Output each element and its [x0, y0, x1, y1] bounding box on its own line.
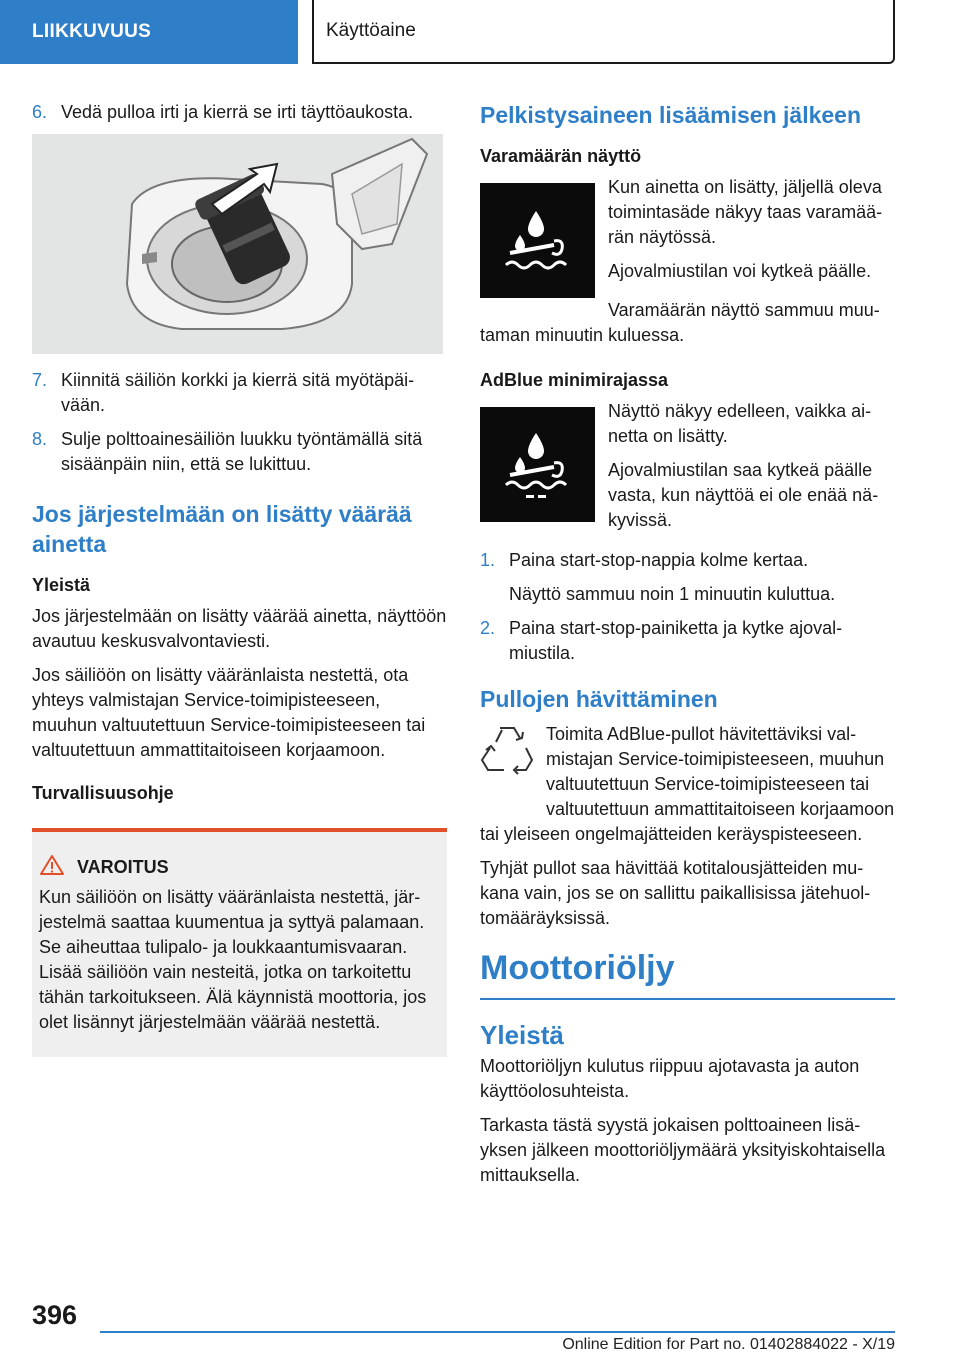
footer-rule — [100, 1331, 895, 1333]
reserve-paragraph-2: Ajovalmiustilan voi kytkeä päälle. — [608, 261, 872, 281]
minimum-paragraph-2: Ajovalmiustilan saa kytkeä päälle vasta, kun näyttöä ei ole enää näkyvissä. — [608, 460, 879, 530]
warning-text: Kun säiliöön on lisätty vääränlaista nestettä, järjestelmä saattaa kuumentua ja syttyä palamaan. Se aiheuttaa tulipalo- ja loukkaantumisvaaran. Lisää säiliöön vain nesteitä, jotka on tarkoitettu tähän tarkoitukseen. Älä käynnistä moottoria, jos olet lisännyt järjestelmään väärää nestettä. — [39, 887, 427, 1032]
right-step-2 — [480, 616, 895, 666]
fuel-filler-photo — [32, 134, 443, 354]
minimum-display-row — [480, 399, 895, 542]
minimum-paragraph-1: Näyttö näkyy edelleen, vaikka ainetta on lisätty. — [608, 401, 872, 446]
step-text: Paina start-stop-nappia kolme kertaa. — [509, 550, 809, 570]
step-7 — [32, 368, 447, 418]
step-text: Vedä pulloa irti ja kierrä se irti täyttöaukosta. — [61, 102, 414, 122]
adblue-reserve-display-icon — [480, 183, 595, 298]
disposal-block — [480, 722, 895, 847]
general-paragraph-2: Jos säiliöön on lisätty vääränlaista nestettä, ota yhteys valmistajan Service-toimipisteeseen, muuhun valtuutettuun Service-toimipisteeseen tai valtuutettuun ammattitaitoiseen korjaamoon. — [32, 665, 426, 760]
general-heading: Yleistä — [32, 575, 91, 595]
oil-paragraph-2: Tarkasta tästä syystä jokaisen polttoaineen lisäyksen jälkeen moottoriöljymäärä yksityiskohtaisella mittauksella. — [480, 1115, 886, 1185]
edition-note: Online Edition for Part no. 01402884022 - X/19 — [562, 1336, 895, 1353]
wrong-fluid-heading: Jos järjestelmään on lisätty väärää ainetta — [32, 501, 412, 557]
chapter-title — [312, 0, 895, 64]
step-number: 6. — [32, 102, 48, 122]
step-1-note: Näyttö sammuu noin 1 minuutin kuluttua. — [509, 584, 836, 604]
step-number: 2. — [480, 618, 496, 638]
safety-heading: Turvallisuusohje — [32, 783, 174, 803]
section-label: LIIKKUVUUS — [32, 21, 152, 42]
warning-title — [39, 854, 437, 881]
engine-oil-title: Moottoriöljy — [480, 949, 895, 1000]
chapter-title-label: Käyttöaine — [326, 20, 416, 41]
oil-paragraph-1: Moottoriöljyn kulutus riippuu ajotavasta ja auton käyttöolosuhteista. — [480, 1056, 860, 1101]
step-6 — [32, 100, 447, 125]
warning-box — [32, 828, 447, 1057]
reserve-heading: Varamäärän näyttö — [480, 146, 642, 166]
right-column — [480, 100, 895, 1197]
minimum-heading: AdBlue minimirajassa — [480, 370, 669, 390]
step-text: Paina start-stop-painiketta ja kytke ajovalmiustila. — [509, 618, 843, 663]
disposal-heading: Pullojen hävittäminen — [480, 686, 718, 712]
right-step-1 — [480, 548, 895, 573]
reserve-paragraph-3: Varamäärän näyttö sammuu muutaman minuutin kuluessa. — [480, 300, 880, 345]
step-number: 7. — [32, 370, 48, 390]
step-number: 8. — [32, 429, 48, 449]
left-column — [32, 100, 447, 1057]
disposal-paragraph-2: Tyhjät pullot saa hävittää kotitalousjätteiden mukana vain, jos se on sallittu paikallisissa jätehuoltomääräyksissä. — [480, 858, 871, 928]
step-text: Sulje polttoainesäiliön luukku työntämällä sitä sisäänpäin niin, että se lukittuu. — [61, 429, 423, 474]
step-text: Kiinnitä säiliön korkki ja kierrä sitä myötäpäivään. — [61, 370, 415, 415]
oil-general-heading: Yleistä — [480, 1020, 564, 1050]
page-number: 396 — [32, 1300, 78, 1330]
step-8 — [32, 427, 447, 477]
section-tab — [0, 0, 298, 64]
warning-label: VAROITUS — [77, 857, 169, 877]
reserve-paragraph-1: Kun ainetta on lisätty, jäljellä oleva toimintasäde näkyy taas varamäärän näytössä. — [608, 177, 883, 247]
general-paragraph-1: Jos järjestelmään on lisätty väärää ainetta, näyttöön avautuu keskusvalvontaviesti. — [32, 606, 447, 651]
warning-triangle-icon — [39, 854, 65, 881]
recycle-icon — [480, 722, 536, 802]
step-number: 1. — [480, 550, 496, 570]
disposal-paragraph-1: Toimita AdBlue-pullot hävitettäviksi valmistajan Service-toimipisteeseen, muuhun valtuutettuun Service-toimipisteeseen tai valtuutettuun ammattitaitoiseen korjaamoon tai yleiseen ongelmajätteiden keräyspisteeseen. — [480, 724, 895, 844]
after-refill-heading: Pelkistysaineen lisäämisen jälkeen — [480, 102, 862, 128]
adblue-minimum-display-icon — [480, 407, 595, 522]
reserve-display-row — [480, 175, 895, 298]
